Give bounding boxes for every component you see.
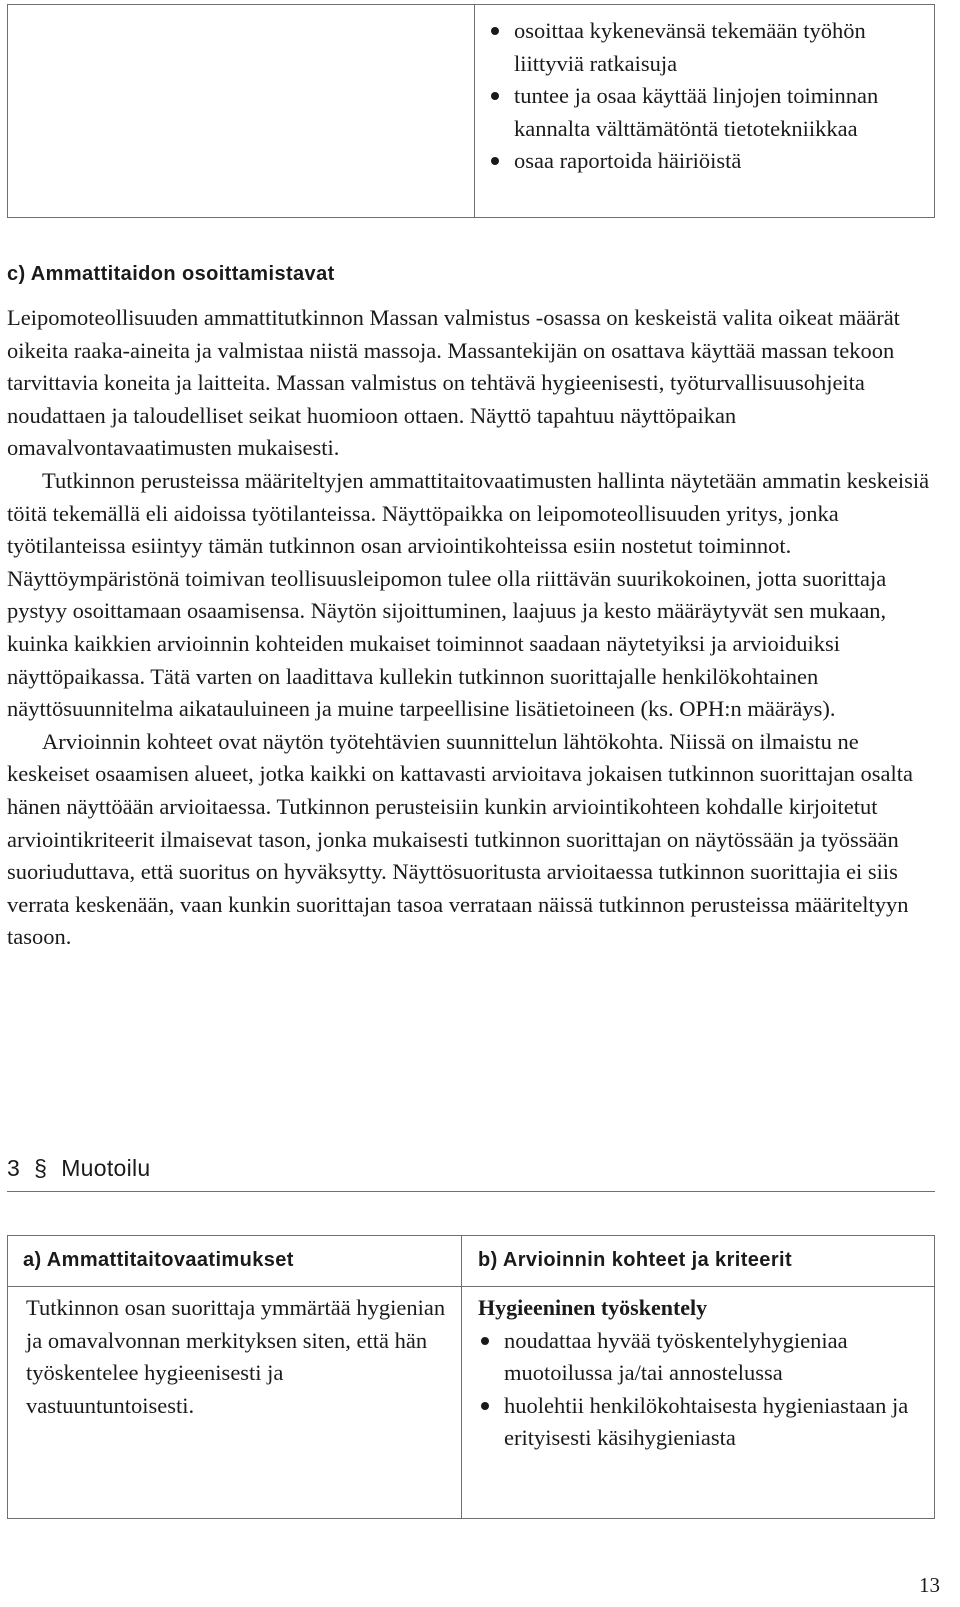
- chapter-heading: [7, 1155, 935, 1192]
- list-item: osoittaa kykenevänsä tekemään työhön liittyviä ratkaisuja: [488, 15, 918, 80]
- header-rule: [8, 1286, 461, 1287]
- list-item: tuntee ja osaa käyttää linjojen toiminnan kannalta välttämätöntä tietotekniikkaa: [488, 80, 918, 145]
- criteria-bullet-list: [478, 1325, 918, 1455]
- section-body: [7, 302, 932, 954]
- table-column-divider: [474, 5, 475, 217]
- paragraph: Arvioinnin kohteet ovat näytön työtehtävien suunnittelun lähtökohta. Niissä on ilmaistu ne keskeiset osaamisen alueet, jotka kaikki on kattavasti arvioitava jokaisen tutkinnon suorittajan osalta hänen näyttöään arvioitaessa. Tutkinnon perusteisiin kunkin arviointikohteen kohdalle kirjoitetut arviointikriteerit ilmaisevat tason, jonka mukaisesti tutkinnon suorittajan on näytössään ja työssään suoriuduttava, että suoritus on hyväksytty. Näyttösuoritusta arvioitaessa tutkinnon suorittajia ei siis verrata keskenään, vaan kunkin suorittajan tasoa verrataan näissä tutkinnon perusteissa määriteltyyn tasoon.: [7, 728, 914, 950]
- criteria-subheading: Hygieeninen työskentely: [478, 1295, 708, 1320]
- list-item: noudattaa hyvää työskentelyhygieniaa muotoilussa ja/tai annostelussa: [478, 1325, 918, 1390]
- table-column-divider: [461, 1236, 462, 1518]
- list-item: osaa raportoida häiriöistä: [488, 145, 918, 178]
- requirement-text: Tutkinnon osan suorittaja ymmärtää hygienian ja omavalvonnan merkityksen siten, että hän työskentelee hygieenisesti ja vastuuntuntoisesti.: [26, 1295, 446, 1418]
- list-item: huolehtii henkilökohtaisesta hygieniastaan ja erityisesti käsihygieniasta: [478, 1390, 918, 1455]
- page-number: 13: [919, 1573, 940, 1597]
- paragraph-symbol: §: [34, 1155, 48, 1181]
- criteria-cell: [478, 1292, 918, 1455]
- requirements-table: [7, 1235, 935, 1519]
- column-header-requirements: a) Ammattitaitovaatimukset: [23, 1249, 294, 1271]
- column-header-criteria: b) Arvioinnin kohteet ja kriteerit: [478, 1249, 793, 1271]
- paragraph: Leipomoteollisuuden ammattitutkinnon Massan valmistus -osassa on keskeistä valita oikeat määrät oikeita raaka-aineita ja valmistaa niistä massoja. Massantekijän on osattava käyttää massan tekoon tarvittavia koneita ja laitteita. Massan valmistus on tehtävä hygieenisesti, työturvallisuusohjeita noudattaen ja taloudelliset seikat huomioon ottaen. Näyttö tapahtuu näyttöpaikan omavalvontavaatimusten mukaisesti.: [7, 305, 900, 461]
- chapter-title: Muotoilu: [61, 1155, 151, 1181]
- criteria-table-continued: [7, 4, 935, 218]
- criteria-bullet-list: [488, 15, 918, 178]
- section-heading: c) Ammattitaidon osoittamistavat: [7, 263, 335, 285]
- paragraph: Tutkinnon perusteissa määriteltyjen ammattitaitovaatimusten hallinta näytetään ammatin keskeisiä töitä tekemällä eli aidoissa työtilanteissa. Näyttöpaikka on leipomoteollisuuden yritys, jonka työtilanteissa esiintyy tämän tutkinnon osan arviointikohteissa esiin nostetut toiminnot. Näyttöympäristönä toimivan teollisuusleipomon tulee olla riittävän suurikokoinen, jotta suorittaja pystyy osoittamaan osaamisensa. Näytön sijoittuminen, laajuus ja kesto määräytyvät sen mukaan, kuinka kaikkien arvioinnin kohteiden mukaiset toiminnot saadaan näytetyiksi ja arvioiduiksi näyttöpaikassa. Tätä varten on laadittava kullekin tutkinnon suorittajalle henkilökohtainen näyttösuunnitelma aikatauluineen ja muine tarpeellisine lisätietoineen (ks. OPH:n määräys).: [7, 467, 930, 722]
- chapter-number: 3: [7, 1155, 21, 1181]
- header-rule: [462, 1286, 934, 1287]
